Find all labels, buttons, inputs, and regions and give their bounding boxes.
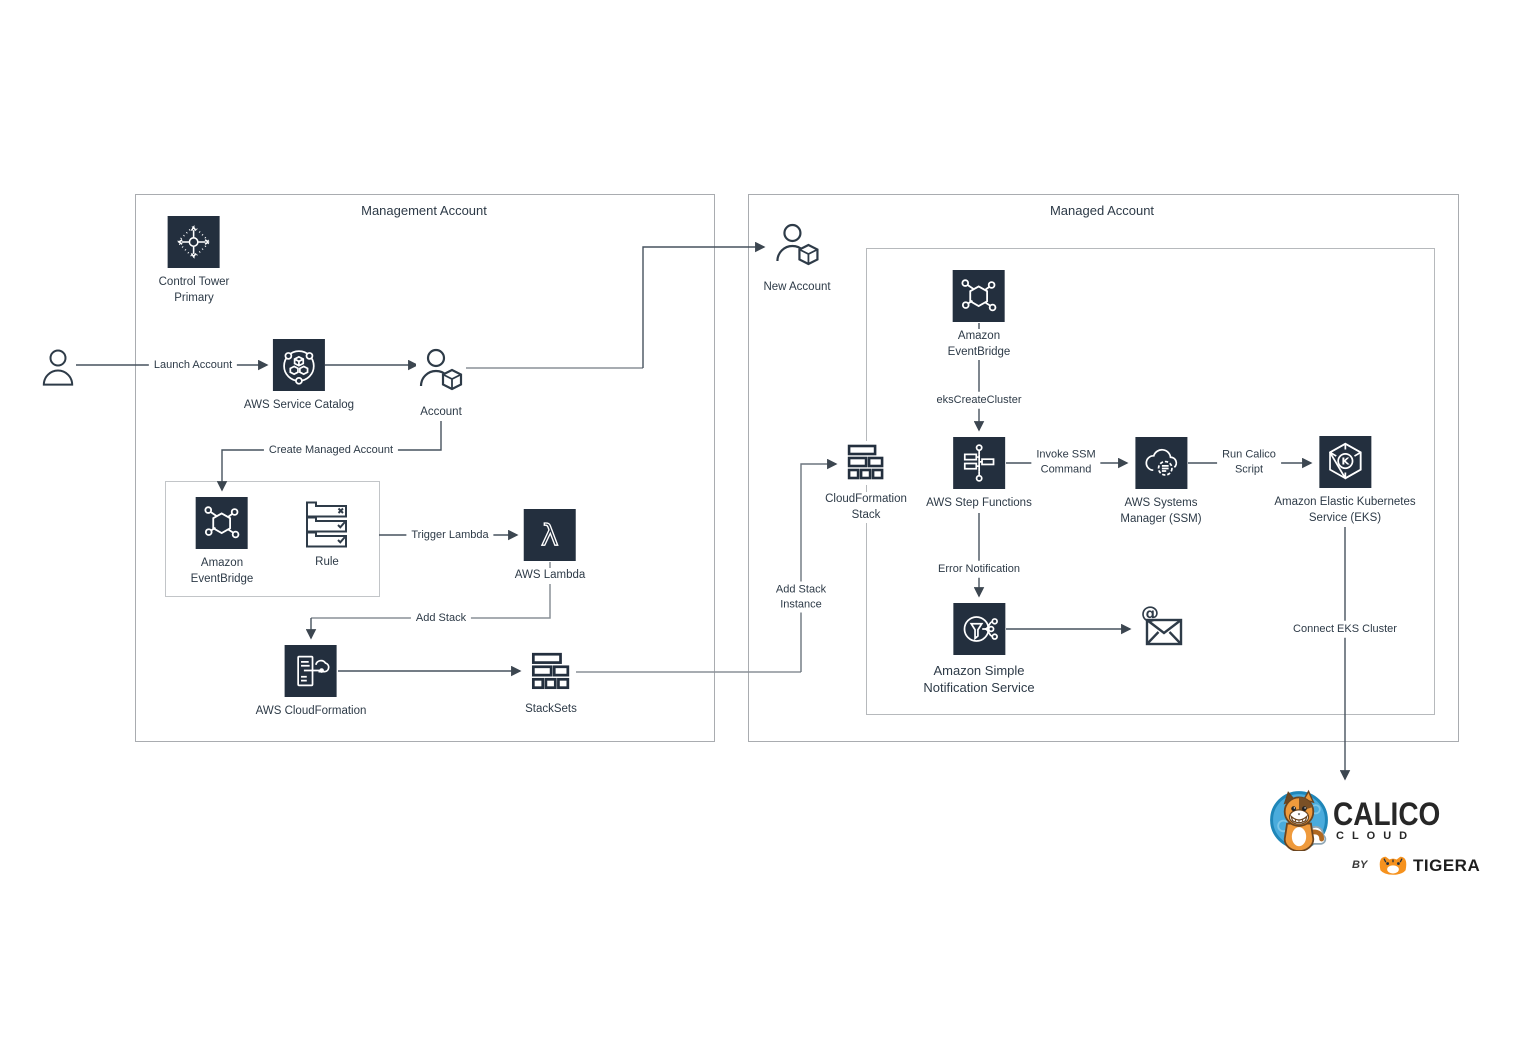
edge-label-add-stack: Add Stack	[411, 610, 471, 627]
management-account-title: Management Account	[361, 203, 487, 218]
edge-label-error-notification: Error Notification	[933, 561, 1025, 578]
account-label: Account	[418, 405, 464, 421]
edge-label-eks-create-cluster: eksCreateCluster	[932, 392, 1027, 409]
tigera-tiger-icon	[1375, 851, 1411, 877]
lambda-label: AWS Lambda	[513, 568, 588, 584]
managed-account-title: Managed Account	[1049, 203, 1155, 218]
systems-manager-icon	[1135, 437, 1187, 489]
user-node	[38, 346, 78, 390]
node-ssm: AWS Systems Manager (SSM)	[1118, 437, 1203, 527]
tigera-wordmark: TIGERA	[1413, 856, 1481, 875]
node-lambda	[513, 509, 588, 584]
node-email	[1138, 604, 1188, 652]
cfn-stack-label: CloudFormation	[823, 492, 909, 508]
service-catalog-icon	[273, 339, 325, 391]
new-account-label: New Account	[761, 280, 832, 296]
rule-icon	[302, 500, 352, 548]
node-control-tower: Control Tower Primary	[157, 216, 232, 306]
svg-text:λ: λ	[541, 518, 559, 554]
node-new-account	[761, 221, 832, 296]
eventbridge-icon	[953, 270, 1005, 322]
person-icon	[38, 346, 78, 390]
svg-text:K: K	[1341, 456, 1349, 468]
node-eventbridge-mgmt: Amazon EventBridge	[189, 497, 256, 587]
calico-wordmark: CALICO	[1333, 796, 1441, 832]
eks-label: Amazon Elastic Kubernetes	[1272, 495, 1417, 511]
cloudformation-label: AWS CloudFormation	[254, 704, 369, 720]
account-icon	[416, 346, 466, 398]
cloudformation-stack-icon	[843, 441, 889, 485]
control-tower-icon	[168, 216, 220, 268]
sns-icon	[953, 603, 1005, 655]
node-account	[416, 346, 466, 421]
eventbridge-icon	[196, 497, 248, 549]
edge-label-connect-eks-cluster: Connect EKS Cluster	[1288, 621, 1402, 638]
node-eventbridge-managed: Amazon EventBridge	[946, 270, 1013, 360]
edge-label-create-managed-account: Create Managed Account	[264, 442, 398, 459]
edge-label-launch-account: Launch Account	[149, 357, 237, 374]
rule-label: Rule	[313, 555, 341, 571]
eks-icon	[1319, 436, 1371, 488]
ssm-label: AWS Systems	[1118, 496, 1203, 512]
edge-label-run-calico-script: Run Calico Script	[1217, 447, 1281, 478]
node-sns: Amazon Simple Notification Service	[921, 603, 1036, 696]
node-service-catalog	[242, 339, 356, 414]
node-cloudformation	[254, 645, 369, 720]
by-label: BY	[1352, 859, 1368, 871]
cloud-wordmark: CLOUD	[1336, 830, 1416, 842]
lambda-icon	[524, 509, 576, 561]
eventbridge-managed-label: Amazon	[946, 329, 1013, 345]
email-icon	[1138, 604, 1188, 652]
svg-text:@: @	[1141, 604, 1159, 624]
node-eks: K Amazon Elastic Kubernetes Service (EKS)	[1272, 436, 1417, 526]
control-tower-label: Control Tower	[157, 275, 232, 291]
stacksets-icon	[527, 649, 575, 695]
sns-label: Amazon Simple	[921, 662, 1036, 679]
edge-label-add-stack-instance: Add Stack Instance	[771, 582, 831, 613]
new-account-icon	[772, 221, 822, 273]
stacksets-label: StackSets	[523, 702, 579, 718]
edge-label-trigger-lambda: Trigger Lambda	[406, 527, 493, 544]
node-stacksets	[523, 649, 579, 718]
cloudformation-icon	[285, 645, 337, 697]
service-catalog-label: AWS Service Catalog	[242, 398, 356, 414]
edge-label-invoke-ssm-command: Invoke SSM Command	[1031, 447, 1100, 478]
node-cfn-stack: CloudFormation Stack	[823, 441, 909, 523]
node-rule	[302, 500, 352, 571]
step-functions-label: AWS Step Functions	[924, 496, 1034, 512]
eventbridge-mgmt-label: Amazon	[189, 556, 256, 572]
calico-cat-logo	[1268, 789, 1330, 851]
step-functions-icon	[953, 437, 1005, 489]
node-step-functions	[924, 437, 1034, 512]
